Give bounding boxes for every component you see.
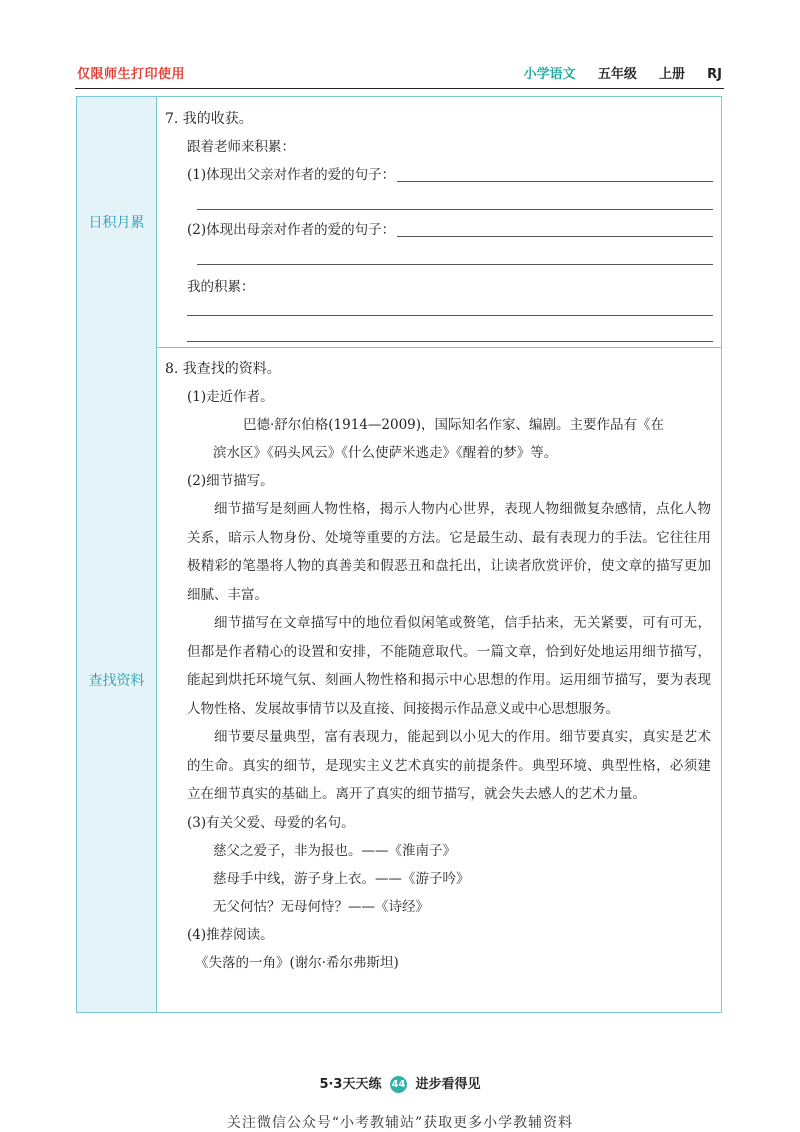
father-love-prompt: (1)体现出父亲对作者的爱的句子：	[187, 167, 396, 183]
quote-1: 慈父之爱子，非为报也。——《淮南子》	[213, 842, 456, 859]
father-love-blank-2[interactable]	[197, 189, 713, 216]
sub1-title: (1)走近作者。	[187, 389, 274, 405]
mother-love-row	[165, 216, 713, 244]
my-accumulation-label: 我的积累：	[187, 279, 255, 295]
volume-label: 上册	[658, 67, 685, 82]
page-footer	[0, 1073, 800, 1093]
author-line-2: 滨水区》《码头风云》《什么使萨米逃走》《醒着的梦》等。	[213, 445, 558, 461]
edition-label: RJ	[707, 67, 722, 82]
side-label-accumulate: 日积月累	[77, 97, 157, 347]
sub2-title: (2)细节描写。	[187, 473, 274, 489]
my-accumulation-blank-1[interactable]	[187, 301, 713, 329]
author-line-1: 巴德·舒尔伯格(1914—2009)，国际知名作家、编剧。主要作品有《在	[243, 417, 665, 433]
print-notice: 仅限师生打印使用	[77, 67, 186, 82]
section-accumulate	[165, 105, 713, 357]
section-research	[165, 355, 713, 977]
father-love-row	[165, 161, 713, 189]
my-accumulation-blank-2[interactable]	[187, 329, 713, 357]
quote-3: 无父何怙？无母何恃？——《诗经》	[213, 898, 429, 915]
wechat-watermark: 关注微信公众号“小考教辅站”获取更多小学教辅资料	[226, 1115, 574, 1131]
side-label-research: 查找资料	[77, 347, 157, 1012]
sub3-title: (3)有关父爱、母爱的名句。	[187, 814, 355, 831]
detail-paragraph-3: 细节要尽量典型，富有表现力，能起到以小见大的作用。细节要真实，真实是艺术的生命。真实的细节，是现实主义艺术真实的前提条件。典型环境、典型性格，必须建立在细节真实的基础上。离开了真实的细节描写，就会失去感人的艺术力量。	[187, 729, 711, 802]
question-7-title: 7. 我的收获。	[165, 111, 253, 127]
header-rule	[75, 88, 724, 89]
subject-label: 小学语文	[523, 67, 576, 82]
detail-paragraph-1: 细节描写是刻画人物性格，揭示人物内心世界，表现人物细微复杂感情，点化人物关系，暗示人物身份、处境等重要的方法。它是最生动、最有表现力的手法。它往往用极精彩的笔墨将人物的真善美和假恶丑和盘托出，让读者欣赏评价，使文章的描写更加细腻、丰富。	[187, 501, 711, 603]
mother-love-blank-2[interactable]	[197, 244, 713, 271]
question-8-title: 8. 我查找的资料。	[165, 361, 281, 377]
footer-series: 5·3天天练	[319, 1077, 382, 1092]
grade-label: 五年级	[597, 67, 637, 82]
father-love-blank[interactable]	[397, 181, 713, 182]
follow-teacher-label: 跟着老师来积累：	[187, 139, 295, 155]
quote-2: 慈母手中线，游子身上衣。——《游子吟》	[213, 870, 470, 887]
sub4-title: (4)推荐阅读。	[187, 926, 274, 943]
recommended-book: 《失落的一角》(谢尔·希尔弗斯坦)	[195, 954, 399, 971]
page-number-badge: 44	[390, 1076, 407, 1093]
mother-love-blank[interactable]	[397, 236, 713, 237]
book-info	[524, 63, 722, 82]
mother-love-prompt: (2)体现出母亲对作者的爱的句子：	[187, 222, 396, 238]
worksheet-table	[76, 96, 722, 1013]
detail-paragraph-2: 细节描写在文章描写中的地位看似闲笔或赘笔，信手拈来，无关紧要，可有可无，但都是作者精心的设置和安排，不能随意取代。一篇文章，恰到好处地运用细节描写，能起到烘托环境气氛、刻画人物性格和揭示中心思想的作用。运用细节描写，要为表现人物性格、发展故事情节以及直接、间接揭示作品意义或中心思想服务。	[187, 615, 711, 717]
footer-slogan: 进步看得见	[415, 1077, 481, 1092]
